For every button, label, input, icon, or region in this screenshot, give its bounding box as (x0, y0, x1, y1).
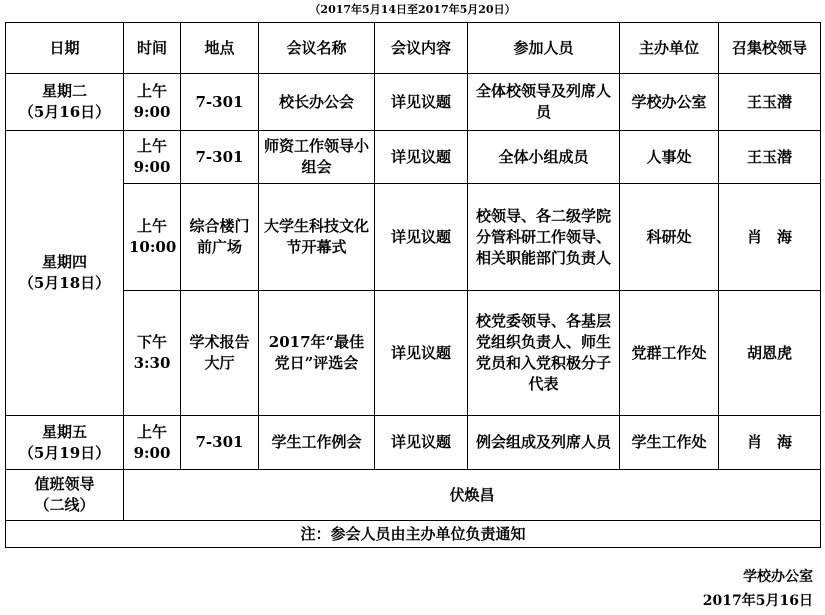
time-cell (124, 131, 181, 184)
table-row (6, 131, 821, 184)
place-cell: 学术报告大厅 (181, 291, 259, 416)
time-period: 上午 (136, 82, 167, 100)
host-cell: 党群工作处 (620, 291, 719, 416)
header-leader: 召集校领导 (719, 23, 821, 74)
host-cell: 学校办公室 (620, 74, 719, 131)
attendees-cell: 校领导、各二级学院分管科研工作领导、相关职能部门负责人 (468, 184, 620, 291)
header-time: 时间 (124, 23, 181, 74)
meeting-cell: 学生工作例会 (259, 416, 375, 470)
place-cell: 综合楼门前广场 (181, 184, 259, 291)
place-cell: 7-301 (181, 131, 259, 184)
header-meeting: 会议名称 (259, 23, 375, 74)
time-clock: 10:00 (129, 238, 177, 256)
meeting-cell: 师资工作领导小组会 (259, 131, 375, 184)
time-period: 上午 (136, 422, 167, 441)
header-attendees: 参加人员 (468, 23, 620, 74)
duty-name: 伏焕昌 (124, 470, 821, 521)
day-date: （5月16日） (18, 103, 111, 121)
note-text: 注：参会人员由主办单位负责通知 (6, 521, 821, 548)
day-date: （5月19日） (18, 443, 111, 462)
time-cell (124, 291, 181, 416)
footer-office: 学校办公室 (743, 569, 813, 585)
attendees-cell: 全体小组成员 (468, 131, 620, 184)
day-name: 星期四 (41, 253, 87, 271)
day-cell (6, 131, 124, 416)
time-clock: 9:00 (133, 158, 171, 176)
time-clock: 9:00 (133, 443, 171, 462)
meeting-cell: 大学生科技文化节开幕式 (259, 184, 375, 291)
time-clock: 3:30 (133, 354, 171, 372)
leader-cell: 王玉潜 (719, 131, 821, 184)
attendees-cell: 校党委领导、各基层党组织负责人、师生党员和入党积极分子代表 (468, 291, 620, 416)
meeting-schedule-table (5, 22, 821, 548)
day-date: （5月18日） (18, 274, 111, 292)
leader-cell: 王玉潜 (719, 74, 821, 131)
table-row (6, 74, 821, 131)
header-date: 日期 (6, 23, 124, 74)
time-clock: 9:00 (133, 103, 171, 121)
header-content: 会议内容 (375, 23, 468, 74)
meeting-cell: 2017年“最佳党日”评选会 (259, 291, 375, 416)
content-cell: 详见议题 (375, 291, 468, 416)
time-period: 下午 (136, 333, 167, 351)
content-cell: 详见议题 (375, 74, 468, 131)
host-cell: 学生工作处 (620, 416, 719, 470)
date-range: （2017年5月14日至2017年5月20日） (309, 3, 516, 16)
header-host: 主办单位 (620, 23, 719, 74)
duty-label-sub: （二线） (34, 496, 95, 514)
table-row (6, 184, 821, 291)
table-row (6, 291, 821, 416)
content-cell: 详见议题 (375, 184, 468, 291)
leader-cell: 肖 海 (719, 416, 821, 470)
time-cell (124, 416, 181, 470)
host-cell: 人事处 (620, 131, 719, 184)
content-cell: 详见议题 (375, 131, 468, 184)
day-name: 星期五 (41, 422, 87, 441)
time-period: 上午 (136, 217, 167, 235)
duty-row (6, 470, 821, 521)
host-cell: 科研处 (620, 184, 719, 291)
day-cell (6, 416, 124, 470)
place-cell: 7-301 (181, 416, 259, 470)
day-name: 星期二 (41, 82, 87, 100)
duty-label: 值班领导 (34, 475, 95, 493)
attendees-cell: 全体校领导及列席人员 (468, 74, 620, 131)
header-place: 地点 (181, 23, 259, 74)
note-row (6, 521, 821, 548)
attendees-cell: 例会组成及列席人员 (468, 416, 620, 470)
footer-date: 2017年5月16日 (702, 593, 813, 609)
duty-label-cell (6, 470, 124, 521)
place-cell: 7-301 (181, 74, 259, 131)
time-cell (124, 184, 181, 291)
table-header-row (6, 23, 821, 74)
content-cell: 详见议题 (375, 416, 468, 470)
day-cell (6, 74, 124, 131)
leader-cell: 肖 海 (719, 184, 821, 291)
time-period: 上午 (136, 137, 167, 155)
meeting-cell: 校长办公会 (259, 74, 375, 131)
table-row (6, 416, 821, 470)
leader-cell: 胡恩虎 (719, 291, 821, 416)
time-cell (124, 74, 181, 131)
